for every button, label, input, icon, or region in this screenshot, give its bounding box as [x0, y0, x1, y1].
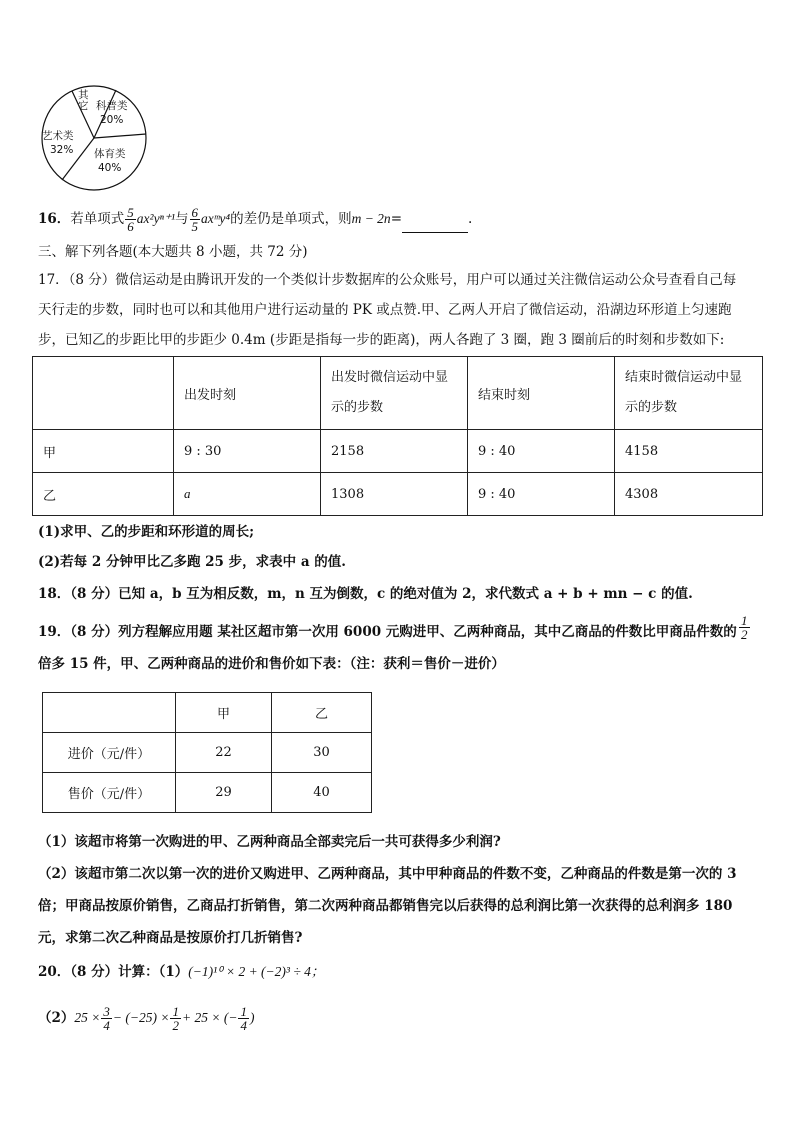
table-cell: 9 : 40 [468, 430, 615, 473]
table-header-cell: 结束时刻 [468, 357, 615, 430]
q20-frac1: $\frac{3}{4}$ [103, 1004, 110, 1033]
q20-frac2: $\frac{1}{2}$ [172, 1004, 179, 1033]
table-row [33, 473, 763, 516]
table-header-cell: 出发时刻 [174, 357, 321, 430]
q20-part1: 25 × [74, 1010, 101, 1025]
pie-value-sports: 40% [98, 162, 122, 174]
table-cell: 9 : 30 [174, 430, 321, 473]
table-cell: 乙 [33, 473, 174, 516]
pie-label-science: 科普类 [96, 100, 128, 112]
table-cell: 售价（元/件） [43, 773, 176, 813]
pie-value-art: 32% [50, 144, 74, 156]
table-header-cell: 出发时微信运动中显示的步数 [321, 357, 468, 430]
q16-expr: m − 2n [351, 211, 391, 226]
q17-line3: 步，已知乙的步距比甲的步距少 0.4m (步距是指每一步的距离)，两人各跑了 3 圈，跑 3 圈前后的时刻和步数如下: [38, 332, 725, 348]
table-cell: 进价（元/件） [43, 733, 176, 773]
q16-text2: 的差仍是单项式，则 [230, 211, 352, 227]
table-cell: 1308 [321, 473, 468, 516]
q20-part2: − (−25) × [112, 1010, 170, 1025]
table-header-cell: 结束时微信运动中显示的步数 [615, 357, 763, 430]
table-header-cell [43, 693, 176, 733]
table-cell: 4308 [615, 473, 763, 516]
pie-label-sports: 体育类 [94, 148, 126, 160]
table-header-cell [33, 357, 174, 430]
q19-sub2-line3: 元，求第二次乙种商品是按原价打几折销售? [38, 930, 303, 946]
table-row [33, 430, 763, 473]
pie-value-science: 20% [100, 114, 124, 126]
q16-frac2: $\frac{6}{5}$ [191, 205, 199, 234]
q17-sub2: (2)若每 2 分钟甲比乙多跑 25 步，求表中 a 的值. [38, 554, 346, 570]
table-cell: 22 [176, 733, 272, 773]
q20-part4: ) [249, 1010, 255, 1025]
q19-line2: 倍多 15 件，甲、乙两种商品的进价和售价如下表：（注：获利＝售价－进价） [38, 656, 505, 672]
q20-part3: + 25 × (− [181, 1010, 238, 1025]
table-cell: 40 [272, 773, 372, 813]
q17-sub1: (1)求甲、乙的步距和环形道的周长; [38, 524, 255, 540]
table-header-row [33, 357, 763, 430]
q19-sub2-line1: （2）该超市第二次以第一次的进价又购进甲、乙两种商品，其中甲种商品的件数不变，乙种商品的件数是第一次的 3 [38, 866, 737, 882]
table-cell: 甲 [33, 430, 174, 473]
q20-heading: 20．（8 分）计算：（1） [38, 964, 189, 980]
table-cell: 2158 [321, 430, 468, 473]
q19-fraction: $\frac{1}{2}$ [741, 613, 748, 642]
table-row [43, 733, 372, 773]
question-18: 18．（8 分）已知 a，b 互为相反数，m，n 互为倒数，c 的绝对值为 2，求代数式 a + b + mn − c 的值. [38, 586, 693, 602]
q17-line2: 天行走的步数，同时也可以和其他用户进行运动量的 PK 或点赞.甲、乙两人开启了微信运动，沿湖边环形道上匀速跑 [38, 302, 732, 318]
q19-line1: 19．（8 分）列方程解应用题 某社区超市第一次用 6000 元购进甲、乙两种商品，其中乙商品的件数比甲商品件数的 [38, 624, 737, 640]
q20-line1 [38, 962, 324, 982]
q16-term2: axᵐy⁴ [201, 211, 231, 226]
q16-number: 16． [38, 211, 71, 227]
table-cell: 4158 [615, 430, 763, 473]
q17-table [32, 356, 763, 516]
table-cell: 9 : 40 [468, 473, 615, 516]
q19-sub2-line2: 倍；甲商品按原价销售，乙商品打折销售，第二次两种商品都销售完以后获得的总利润比第一次获得的总利润多 180 [38, 898, 733, 914]
q20-frac3: $\frac{1}{4}$ [240, 1004, 247, 1033]
q19-sub1: （1）该超市将第一次购进的甲、乙两种商品全部卖完后一共可获得多少利润? [38, 834, 501, 850]
q16-text1: 若单项式 [70, 211, 125, 227]
table-cell: a [174, 473, 321, 516]
q19-table [42, 692, 372, 813]
question-16 [38, 206, 472, 233]
pie-label-art: 艺术类 [42, 130, 74, 142]
table-header-row [43, 693, 372, 733]
table-header-cell: 甲 [176, 693, 272, 733]
q20-line2 [38, 1005, 254, 1032]
q16-mid: 与 [175, 211, 189, 227]
q17-line1: 17．（8 分）微信运动是由腾讯开发的一个类似计步数据库的公众账号，用户可以通过关注微信运动公众号查看自己每 [38, 272, 737, 288]
table-cell: 30 [272, 733, 372, 773]
section-3-heading: 三、解下列各题(本大题共 8 小题，共 72 分) [38, 244, 308, 260]
q20-expr1: (−1)¹⁰ × 2 + (−2)³ ÷ 4； [188, 964, 325, 979]
q20-label2: （2） [38, 1010, 75, 1026]
table-row [43, 773, 372, 813]
q16-term1: ax²yⁿ⁺¹ [136, 211, 176, 226]
q16-frac1: $\frac{5}{6}$ [127, 205, 134, 234]
q16-text3: = [390, 211, 402, 227]
table-cell: 29 [176, 773, 272, 813]
q16-answer-blank[interactable] [402, 218, 468, 233]
table-header-cell: 乙 [272, 693, 372, 733]
q16-end: . [468, 211, 473, 227]
pie-label-other: 其它 [78, 89, 89, 112]
